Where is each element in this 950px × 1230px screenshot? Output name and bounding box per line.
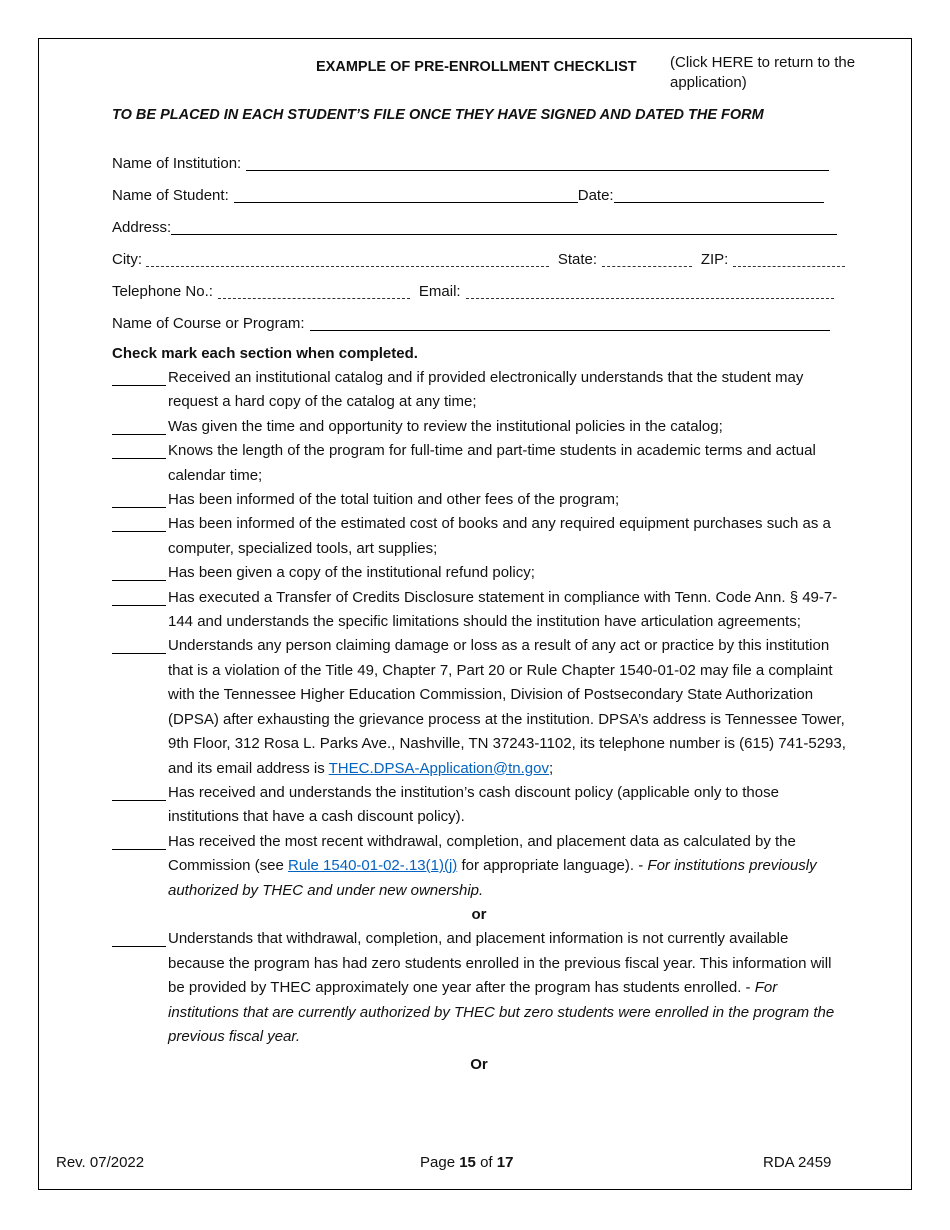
zip-field[interactable] <box>733 250 845 267</box>
or-separator: Or <box>470 1056 488 1074</box>
of-label: of <box>480 1154 493 1171</box>
address-row <box>112 216 845 238</box>
zero-students-item <box>168 927 846 1049</box>
state-label: State: <box>557 251 598 268</box>
checklist-item <box>168 488 846 512</box>
city-field[interactable] <box>146 250 549 267</box>
item-text: Understands any person claiming damage or loss as a result of any act or practice by this institution that is a violation of the Title 49, Chapter 7, Part 20 or Rule Chapter 1540-01-02 may file a complaint with the Tennessee Higher Education Commission, Division of Postsecondary State Authorization (DPSA) after exhausting the grievance process at the institution. DPSA’s address is Tennessee Tower, 9th Floor, 312 Rosa L. Parks Ave., Nashville, TN 37243-1102, its telephone number is (615) 741-5293, and its email address is <box>168 637 846 777</box>
form-number: RDA 2459 <box>763 1154 832 1171</box>
address-field[interactable] <box>171 218 837 235</box>
course-label: Name of Course or Program: <box>112 315 305 332</box>
institution-row <box>112 152 845 174</box>
check-blank[interactable] <box>112 927 166 947</box>
telephone-field[interactable] <box>218 282 410 299</box>
telephone-label: Telephone No.: <box>112 283 213 300</box>
checklist-item <box>168 366 846 415</box>
address-label: Address: <box>112 219 172 236</box>
checklist-item <box>168 561 846 585</box>
current-page: 15 <box>459 1154 476 1171</box>
student-label: Name of Student: <box>112 187 229 204</box>
complaint-item <box>168 634 846 780</box>
item-text: Has received the most recent withdrawal, completion, and placement data as calculated by the Commission (see <box>168 832 796 875</box>
course-row <box>112 312 845 334</box>
checklist-heading: Check mark each section when completed. <box>112 345 418 362</box>
page-label: Page <box>420 1154 456 1171</box>
subtitle: TO BE PLACED IN EACH STUDENT’S FILE ONCE THEY HAVE SIGNED AND DATED THE FORM <box>112 107 764 123</box>
check-blank[interactable] <box>112 830 166 850</box>
institution-label: Name of Institution: <box>112 155 242 172</box>
check-blank[interactable] <box>112 586 166 606</box>
item-text: Has been given a copy of the institutional refund policy; <box>168 564 535 582</box>
item-text: Knows the length of the program for full-time and part-time students in academic terms and actual calendar time; <box>168 442 816 484</box>
item-text-end: ; <box>548 759 554 777</box>
item-text: Has been informed of the total tuition and other fees of the program; <box>168 491 620 509</box>
check-blank[interactable] <box>112 439 166 459</box>
check-blank[interactable] <box>112 634 166 654</box>
zip-label: ZIP: <box>700 251 729 268</box>
checklist-item <box>168 415 846 439</box>
item-note: For institutions previously authorized by THEC and under new ownership. <box>168 857 817 899</box>
email-label: Email: <box>418 283 461 300</box>
date-field[interactable] <box>614 186 824 203</box>
cash-discount-item <box>168 781 846 830</box>
item-text: Understands that withdrawal, completion, and placement information is not currently available because the program has had zero students enrolled in the previous fiscal year. This information will be provided by THEC approximately one year after the program has students enrolled. - <box>168 930 832 997</box>
institution-field[interactable] <box>246 154 829 171</box>
student-row <box>112 184 845 206</box>
item-text-after: for appropriate language). - <box>457 857 648 875</box>
item-text: Received an institutional catalog and if provided electronically understands that the student may request a hard copy of the catalog at any time; <box>168 369 804 411</box>
page-title: EXAMPLE OF PRE-ENROLLMENT CHECKLIST <box>316 59 637 75</box>
rule-link[interactable]: Rule 1540-01-02-.13(1)(j) <box>288 857 458 875</box>
item-text: Has executed a Transfer of Credits Disclosure statement in compliance with Tenn. Code Ann. § 49-7- 144 and understands the specific limitations should the institution have articulation agreements; <box>168 588 838 631</box>
course-field[interactable] <box>310 314 830 331</box>
student-field[interactable] <box>234 186 578 203</box>
check-blank[interactable] <box>112 488 166 508</box>
page-number <box>420 1153 513 1173</box>
total-pages: 17 <box>496 1154 514 1171</box>
return-to-application-link[interactable]: (Click HERE to return to the application) <box>670 54 856 91</box>
item-text: Has been informed of the estimated cost of books and any required equipment purchases such as a computer, specialized tools, art supplies; <box>168 515 831 557</box>
city-row <box>112 248 845 270</box>
check-blank[interactable] <box>112 512 166 532</box>
dpsa-email-link[interactable]: THEC.DPSA-Application@tn.gov <box>328 759 549 777</box>
item-note: For institutions that are currently authorized by THEC but zero students were enrolled in the program the previous fiscal year. <box>168 979 835 1045</box>
checklist <box>168 366 846 1078</box>
state-field[interactable] <box>602 250 692 267</box>
check-blank[interactable] <box>112 415 166 435</box>
city-label: City: <box>112 251 142 268</box>
checklist-item <box>168 586 846 635</box>
check-blank[interactable] <box>112 561 166 581</box>
date-label: Date: <box>577 187 614 204</box>
email-field[interactable] <box>466 282 834 299</box>
item-text: Was given the time and opportunity to review the institutional policies in the catalog; <box>168 417 723 435</box>
checklist-item <box>168 439 846 488</box>
or-separator: or <box>471 905 487 923</box>
placement-item <box>168 830 846 903</box>
revision-date: Rev. 07/2022 <box>56 1154 145 1171</box>
item-text: Has received and understands the institution’s cash discount policy (applicable only to those institutions that have a cash discount policy). <box>168 783 779 826</box>
check-blank[interactable] <box>112 781 166 801</box>
checklist-item <box>168 512 846 561</box>
contact-row <box>112 280 845 302</box>
check-blank[interactable] <box>112 366 166 386</box>
